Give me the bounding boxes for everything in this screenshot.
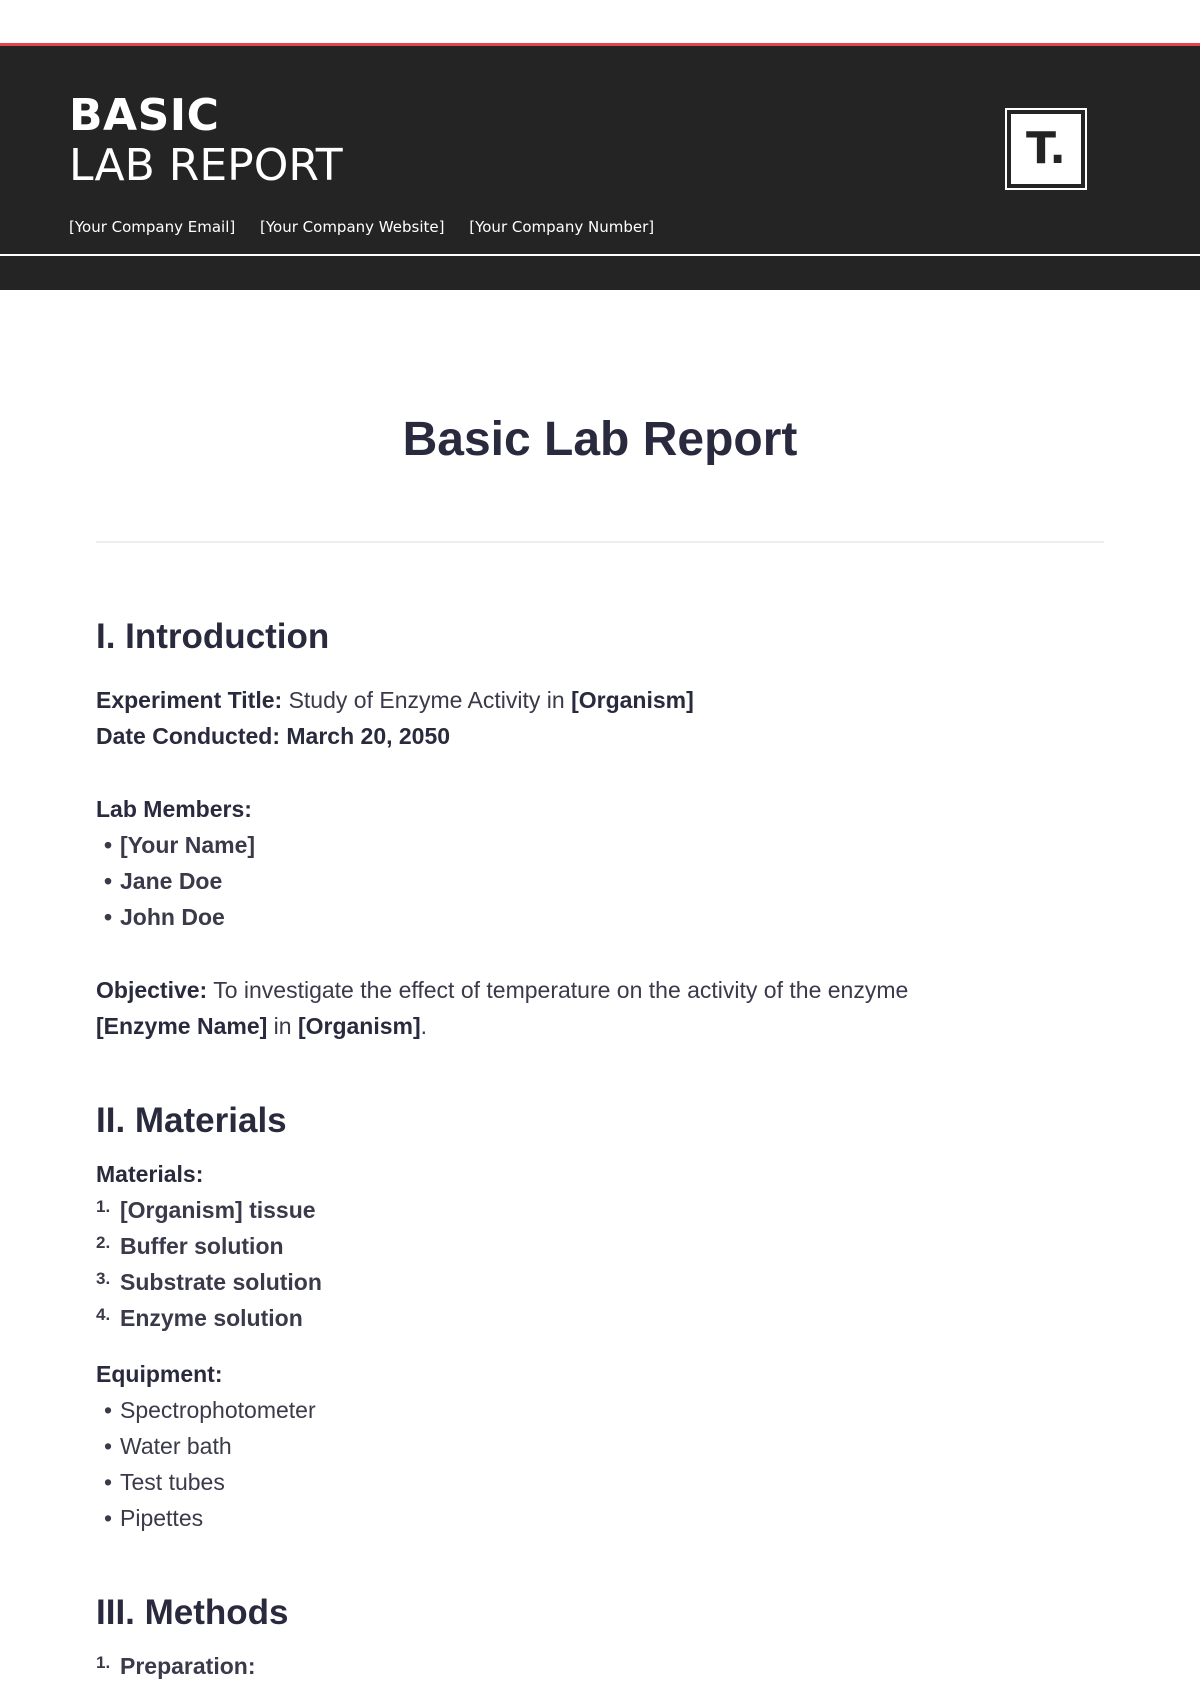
list-item: 2. Buffer solution — [96, 1233, 284, 1259]
section-introduction — [96, 612, 1106, 1044]
page-title: Basic Lab Report — [402, 413, 798, 466]
lab-members-list — [96, 827, 1106, 935]
objective-label: Objective: — [96, 977, 208, 1003]
objective-period: . — [420, 1013, 428, 1039]
date-label: Date Conducted: — [96, 723, 280, 749]
list-item: 1. [Organism] tissue — [96, 1197, 316, 1223]
list-item: • Jane Doe — [104, 868, 223, 894]
title-divider — [96, 541, 1104, 543]
objective-paragraph — [96, 972, 1106, 1044]
document-body — [96, 612, 1106, 1684]
list-item: • [Your Name] — [104, 832, 256, 858]
list-item: 4. Enzyme solution — [96, 1305, 303, 1331]
section-heading: III. Methods — [96, 1593, 289, 1632]
list-item: • Test tubes — [104, 1469, 225, 1495]
objective-in: in — [273, 1013, 292, 1039]
list-item: • Pipettes — [104, 1505, 204, 1531]
experiment-title-label: Experiment Title: — [96, 687, 283, 713]
section-materials — [96, 1096, 1106, 1536]
objective-organism: [Organism] — [297, 1013, 421, 1039]
company-logo — [1005, 108, 1087, 190]
equipment-label: Equipment: — [96, 1361, 223, 1387]
company-email: [Your Company Email] — [69, 218, 236, 236]
company-number: [Your Company Number] — [469, 218, 655, 236]
list-item: • Spectrophotometer — [104, 1397, 316, 1423]
section-methods — [96, 1588, 1106, 1684]
experiment-title-line — [96, 682, 1106, 718]
date-value: March 20, 2050 — [286, 723, 451, 749]
document-header — [0, 46, 1200, 290]
header-divider — [0, 254, 1200, 256]
section-heading: I. Introduction — [96, 617, 330, 656]
list-item: 1. Preparation: — [96, 1653, 256, 1679]
experiment-organism: [Organism] — [571, 687, 694, 713]
equipment-list — [96, 1392, 1106, 1536]
brand-title-regular: LAB REPORT — [69, 140, 343, 191]
objective-enzyme: [Enzyme Name] — [96, 1013, 268, 1039]
lab-members-label: Lab Members: — [96, 796, 252, 822]
experiment-title-value: Study of Enzyme Activity in — [288, 687, 565, 713]
company-contacts — [69, 218, 674, 236]
objective-text: To investigate the effect of temperature on the activity of the enzyme — [213, 977, 909, 1003]
section-heading: II. Materials — [96, 1101, 287, 1140]
list-item: • John Doe — [104, 904, 225, 930]
company-website: [Your Company Website] — [260, 218, 445, 236]
materials-label: Materials: — [96, 1161, 204, 1187]
list-item: 3. Substrate solution — [96, 1269, 322, 1295]
materials-list — [96, 1192, 1106, 1336]
methods-list — [96, 1648, 1106, 1684]
date-line — [96, 718, 1106, 754]
list-item: • Water bath — [104, 1433, 232, 1459]
brand-title-bold: BASIC — [69, 90, 220, 141]
logo-mark: T. — [1011, 114, 1081, 184]
